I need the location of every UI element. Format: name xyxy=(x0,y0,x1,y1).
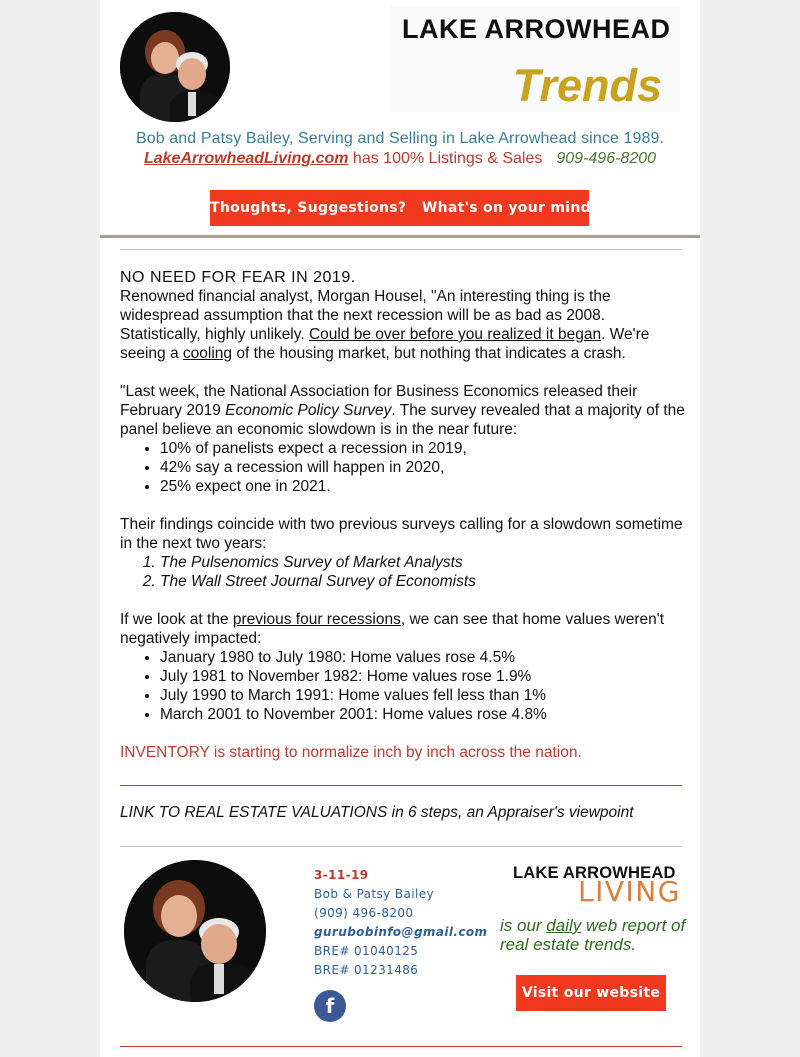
list-item: 1. The Pulsenomics Survey of Market Analysts xyxy=(160,553,685,572)
article-bottom-divider xyxy=(120,785,682,786)
list-item: • July 1990 to March 1991: Home values fell less than 1% xyxy=(160,686,685,705)
article-body xyxy=(120,266,685,762)
bre-number-1: BRE# 01040125 xyxy=(314,944,419,958)
recessions-list xyxy=(120,648,685,724)
recessions-link[interactable]: previous four recessions xyxy=(232,611,401,628)
header-avatar xyxy=(120,12,230,122)
paragraph-3: Their findings coincide with two previous surveys calling for a slowdown sometime in the next two years: xyxy=(120,516,683,552)
trends-logo xyxy=(390,6,680,112)
daily-text-2: web report of real estate trends. xyxy=(500,916,686,954)
valuations-link[interactable]: LINK TO REAL ESTATE VALUATIONS in 6 steps, an Appraiser's viewpoint xyxy=(120,804,634,821)
list-item: • 25% expect one in 2021. xyxy=(160,477,685,496)
daily-report-text xyxy=(500,916,690,954)
policy-survey-title: Economic Policy Survey xyxy=(225,402,392,419)
article-heading: NO NEED FOR FEAR IN 2019. xyxy=(120,269,356,286)
list-item: • 42% say a recession will happen in 2020, xyxy=(160,458,685,477)
email-sheet xyxy=(100,0,700,1057)
p1-text-2: . We're seeing a xyxy=(120,326,650,362)
survey-list xyxy=(120,439,685,496)
paragraph-1 xyxy=(120,287,685,363)
listings-text: has 100% Listings & Sales xyxy=(348,150,543,167)
footer-top-divider xyxy=(120,846,682,847)
footer-avatar xyxy=(124,860,266,1002)
logo-title: LAKE ARROWHEAD xyxy=(402,14,671,44)
cooling-link[interactable]: cooling xyxy=(182,345,233,362)
p4-text-2: , we can see that home values weren't negatively impacted: xyxy=(120,611,665,647)
footer-contact-info xyxy=(314,866,487,980)
list-item: • July 1981 to November 1982: Home values rose 1.9% xyxy=(160,667,685,686)
email-link[interactable]: gurubobinfo@gmail.com xyxy=(314,925,488,939)
p2-text-2: . The survey revealed that a majority of the panel believe an economic slowdown is in the near future: xyxy=(120,402,685,438)
article-top-divider xyxy=(120,249,682,250)
p1-text-3: of the housing market, but nothing that indicates a crash. xyxy=(232,345,626,362)
bre-number-2: BRE# 01231486 xyxy=(314,963,419,977)
issue-date: 3-11-19 xyxy=(314,868,369,882)
list-item: • 10% of panelists expect a recession in 2019, xyxy=(160,439,685,458)
p4-text: If we look at the xyxy=(120,611,233,628)
daily-text: is our xyxy=(500,916,547,935)
couple-photo xyxy=(120,12,230,122)
header-phone[interactable]: 909-496-8200 xyxy=(556,150,657,167)
agent-names: Bob & Patsy Bailey xyxy=(314,887,435,901)
facebook-icon[interactable]: f xyxy=(314,990,346,1022)
p2-text: "Last week, the National Association for Business Economics released their February 2019 xyxy=(120,383,638,419)
living-logo-line2: LIVING xyxy=(578,875,681,908)
living-logo-line1: LAKE ARROWHEAD xyxy=(513,864,676,882)
inventory-note: INVENTORY is starting to normalize inch by inch across the nation. xyxy=(120,744,582,761)
surveys-list xyxy=(120,553,685,591)
list-item: • March 2001 to November 2001: Home values rose 4.8% xyxy=(160,705,685,724)
footer-bottom-divider xyxy=(120,1046,682,1047)
contact-line xyxy=(100,150,700,168)
header-divider xyxy=(100,235,700,238)
footer-phone[interactable]: (909) 496-8200 xyxy=(314,906,414,920)
thoughts-button[interactable]: Thoughts, Suggestions? What's on your mind? xyxy=(210,190,589,226)
logo-subtitle: Trends xyxy=(512,60,662,111)
website-link[interactable]: LakeArrowheadLiving.com xyxy=(143,150,349,167)
paragraph-2 xyxy=(120,382,685,439)
over-before-link[interactable]: Could be over before you realized it began xyxy=(308,326,602,343)
visit-website-button[interactable]: Visit our website xyxy=(516,975,666,1011)
couple-photo xyxy=(124,860,266,1002)
p1-text: Renowned financial analyst, Morgan Housel, "An interesting thing is the widespread assumption that the next recession will be as bad as 2008. Statistically, highly unlikely. xyxy=(120,288,611,343)
daily-word: daily xyxy=(546,916,582,935)
paragraph-4 xyxy=(120,610,685,648)
tagline: Bob and Patsy Bailey, Serving and Selling in Lake Arrowhead since 1989. xyxy=(135,130,665,147)
list-item: 2. The Wall Street Journal Survey of Economists xyxy=(160,572,685,591)
list-item: • January 1980 to July 1980: Home values rose 4.5% xyxy=(160,648,685,667)
